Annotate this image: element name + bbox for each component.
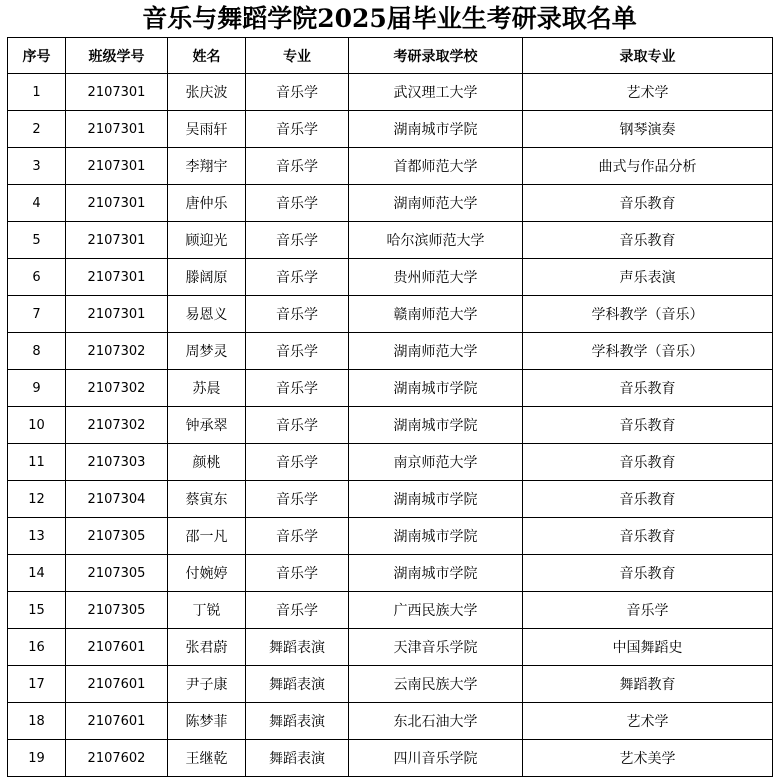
table-row	[8, 296, 773, 333]
cell-student-id: 2107302	[66, 370, 168, 407]
cell-admitted-major: 学科教学（音乐）	[523, 333, 773, 370]
cell-school: 广西民族大学	[349, 592, 523, 629]
cell-school: 湖南师范大学	[349, 333, 523, 370]
cell-name: 吴雨轩	[168, 111, 246, 148]
table-row	[8, 370, 773, 407]
cell-school: 湖南城市学院	[349, 555, 523, 592]
cell-index: 16	[8, 629, 66, 666]
table-row	[8, 148, 773, 185]
cell-name: 颜桃	[168, 444, 246, 481]
cell-major: 舞蹈表演	[246, 703, 349, 740]
cell-name: 张君蔚	[168, 629, 246, 666]
cell-name: 蔡寅东	[168, 481, 246, 518]
cell-index: 5	[8, 222, 66, 259]
cell-student-id: 2107304	[66, 481, 168, 518]
cell-student-id: 2107601	[66, 629, 168, 666]
cell-name: 陈梦菲	[168, 703, 246, 740]
cell-name: 李翔宇	[168, 148, 246, 185]
cell-name: 王继乾	[168, 740, 246, 777]
cell-major: 音乐学	[246, 481, 349, 518]
cell-index: 1	[8, 74, 66, 111]
table-row	[8, 703, 773, 740]
cell-admitted-major: 音乐教育	[523, 370, 773, 407]
cell-school: 湖南师范大学	[349, 185, 523, 222]
cell-index: 19	[8, 740, 66, 777]
cell-admitted-major: 学科教学（音乐）	[523, 296, 773, 333]
cell-school: 赣南师范大学	[349, 296, 523, 333]
cell-admitted-major: 音乐教育	[523, 481, 773, 518]
cell-index: 7	[8, 296, 66, 333]
table-header-row	[8, 38, 773, 74]
cell-school: 四川音乐学院	[349, 740, 523, 777]
cell-school: 武汉理工大学	[349, 74, 523, 111]
cell-name: 钟承翠	[168, 407, 246, 444]
cell-student-id: 2107301	[66, 259, 168, 296]
cell-student-id: 2107301	[66, 222, 168, 259]
cell-student-id: 2107301	[66, 148, 168, 185]
cell-admitted-major: 音乐教育	[523, 185, 773, 222]
document-title: 音乐与舞蹈学院2025届毕业生考研录取名单	[142, 4, 637, 33]
header-student-id: 班级学号	[66, 38, 168, 74]
cell-admitted-major: 音乐教育	[523, 407, 773, 444]
cell-student-id: 2107301	[66, 296, 168, 333]
admission-table	[7, 37, 773, 777]
table-row	[8, 407, 773, 444]
header-name: 姓名	[168, 38, 246, 74]
cell-major: 舞蹈表演	[246, 740, 349, 777]
cell-index: 6	[8, 259, 66, 296]
cell-name: 苏晨	[168, 370, 246, 407]
cell-major: 音乐学	[246, 222, 349, 259]
table-row	[8, 481, 773, 518]
table-row	[8, 111, 773, 148]
table-row	[8, 185, 773, 222]
table-row	[8, 555, 773, 592]
cell-index: 13	[8, 518, 66, 555]
cell-major: 音乐学	[246, 333, 349, 370]
cell-name: 张庆波	[168, 74, 246, 111]
table-row	[8, 592, 773, 629]
table-row	[8, 222, 773, 259]
cell-admitted-major: 音乐教育	[523, 518, 773, 555]
cell-index: 10	[8, 407, 66, 444]
cell-admitted-major: 艺术学	[523, 703, 773, 740]
cell-major: 舞蹈表演	[246, 629, 349, 666]
cell-school: 云南民族大学	[349, 666, 523, 703]
table-row	[8, 666, 773, 703]
table-row	[8, 259, 773, 296]
cell-index: 15	[8, 592, 66, 629]
cell-index: 2	[8, 111, 66, 148]
header-admitted-major: 录取专业	[523, 38, 773, 74]
cell-major: 舞蹈表演	[246, 666, 349, 703]
cell-student-id: 2107305	[66, 592, 168, 629]
cell-school: 湖南城市学院	[349, 518, 523, 555]
cell-student-id: 2107301	[66, 185, 168, 222]
cell-admitted-major: 声乐表演	[523, 259, 773, 296]
cell-major: 音乐学	[246, 74, 349, 111]
cell-major: 音乐学	[246, 444, 349, 481]
cell-major: 音乐学	[246, 185, 349, 222]
cell-admitted-major: 音乐教育	[523, 555, 773, 592]
cell-school: 湖南城市学院	[349, 111, 523, 148]
cell-school: 天津音乐学院	[349, 629, 523, 666]
cell-major: 音乐学	[246, 370, 349, 407]
cell-major: 音乐学	[246, 148, 349, 185]
cell-school: 贵州师范大学	[349, 259, 523, 296]
cell-index: 4	[8, 185, 66, 222]
header-school: 考研录取学校	[349, 38, 523, 74]
cell-school: 南京师范大学	[349, 444, 523, 481]
cell-school: 湖南城市学院	[349, 481, 523, 518]
cell-school: 东北石油大学	[349, 703, 523, 740]
table-body	[8, 74, 773, 777]
cell-index: 8	[8, 333, 66, 370]
cell-student-id: 2107305	[66, 518, 168, 555]
cell-name: 周梦灵	[168, 333, 246, 370]
cell-school: 湖南城市学院	[349, 407, 523, 444]
table-row	[8, 629, 773, 666]
cell-school: 哈尔滨师范大学	[349, 222, 523, 259]
cell-major: 音乐学	[246, 407, 349, 444]
cell-student-id: 2107301	[66, 74, 168, 111]
cell-index: 17	[8, 666, 66, 703]
header-major: 专业	[246, 38, 349, 74]
cell-major: 音乐学	[246, 296, 349, 333]
cell-student-id: 2107303	[66, 444, 168, 481]
table-row	[8, 740, 773, 777]
cell-admitted-major: 音乐学	[523, 592, 773, 629]
cell-name: 丁锐	[168, 592, 246, 629]
cell-student-id: 2107301	[66, 111, 168, 148]
cell-student-id: 2107601	[66, 703, 168, 740]
cell-student-id: 2107601	[66, 666, 168, 703]
cell-index: 11	[8, 444, 66, 481]
table-row	[8, 333, 773, 370]
cell-name: 付婉婷	[168, 555, 246, 592]
cell-name: 唐仲乐	[168, 185, 246, 222]
cell-major: 音乐学	[246, 259, 349, 296]
cell-name: 易恩义	[168, 296, 246, 333]
cell-student-id: 2107302	[66, 407, 168, 444]
cell-name: 尹子康	[168, 666, 246, 703]
table-row	[8, 444, 773, 481]
cell-school: 首都师范大学	[349, 148, 523, 185]
cell-school: 湖南城市学院	[349, 370, 523, 407]
cell-admitted-major: 钢琴演奏	[523, 111, 773, 148]
cell-admitted-major: 艺术美学	[523, 740, 773, 777]
cell-name: 滕阔原	[168, 259, 246, 296]
cell-index: 9	[8, 370, 66, 407]
cell-major: 音乐学	[246, 592, 349, 629]
cell-admitted-major: 音乐教育	[523, 222, 773, 259]
table-row	[8, 518, 773, 555]
table-row	[8, 74, 773, 111]
cell-name: 邵一凡	[168, 518, 246, 555]
cell-admitted-major: 音乐教育	[523, 444, 773, 481]
cell-admitted-major: 中国舞蹈史	[523, 629, 773, 666]
cell-major: 音乐学	[246, 518, 349, 555]
cell-student-id: 2107305	[66, 555, 168, 592]
cell-admitted-major: 艺术学	[523, 74, 773, 111]
header-index: 序号	[8, 38, 66, 74]
cell-student-id: 2107602	[66, 740, 168, 777]
cell-index: 12	[8, 481, 66, 518]
cell-index: 18	[8, 703, 66, 740]
cell-name: 顾迎光	[168, 222, 246, 259]
cell-major: 音乐学	[246, 111, 349, 148]
cell-major: 音乐学	[246, 555, 349, 592]
cell-admitted-major: 舞蹈教育	[523, 666, 773, 703]
cell-index: 3	[8, 148, 66, 185]
cell-admitted-major: 曲式与作品分析	[523, 148, 773, 185]
cell-student-id: 2107302	[66, 333, 168, 370]
cell-index: 14	[8, 555, 66, 592]
